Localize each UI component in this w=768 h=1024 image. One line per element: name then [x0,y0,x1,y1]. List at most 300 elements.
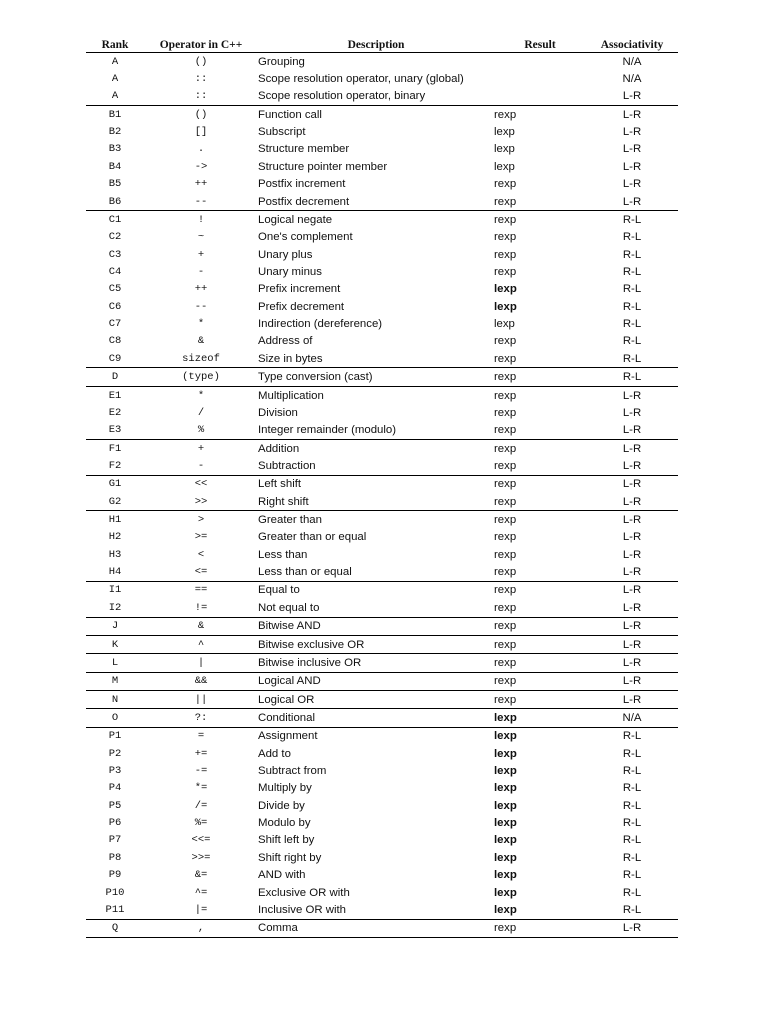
result-cell: rexp [494,672,586,690]
rank-cell: P6 [108,817,122,830]
operator-cell: &= [194,869,208,882]
result-cell: lexp [494,834,517,847]
result-cell: rexp [494,548,517,561]
header-operator: Operator in C++ [144,38,258,53]
table-body [86,53,678,938]
result-cell: lexp [494,886,517,899]
description-cell: Shift left by [258,834,315,847]
operator-cell: -= [194,765,208,778]
operator-cell: |= [194,903,208,916]
result-cell: lexp [494,799,517,812]
rank-cell: H1 [86,511,144,529]
result-cell: rexp [494,195,517,208]
rank-cell: E3 [108,424,122,437]
operator-cell: == [144,581,258,599]
rank-cell: I1 [86,581,144,599]
result-cell: rexp [494,511,586,529]
operator-cell: . [197,143,205,156]
description-cell: Greater than or equal [258,531,367,544]
operator-cell: , [144,919,258,937]
description-cell: Type conversion (cast) [258,368,494,386]
description-cell: Inclusive OR with [258,903,346,916]
operator-cell: :: [194,73,208,86]
description-cell: Division [258,406,298,419]
rank-cell: L [86,654,144,672]
table-row [86,404,678,421]
table-row [86,727,678,745]
associativity-cell: L-R [622,195,642,208]
associativity-cell: L-R [586,919,678,937]
operator-cell: + [197,248,205,261]
associativity-cell: L-R [586,475,678,493]
operator-cell: %= [194,817,208,830]
rank-cell: I2 [108,601,122,614]
associativity-cell: L-R [622,459,642,472]
table-row [86,672,678,690]
operator-cell: && [144,672,258,690]
operator-cell: << [144,475,258,493]
associativity-cell: R-L [622,903,642,916]
rank-cell: C5 [108,283,122,296]
table-row [86,158,678,175]
table-row [86,780,678,797]
operator-cell: >> [194,495,208,508]
rank-cell: Q [86,919,144,937]
operator-cell: ! [144,211,258,229]
operator-cell: *= [194,782,208,795]
operator-cell: || [144,690,258,708]
table-row [86,709,678,727]
description-cell: Subtract from [258,765,327,778]
associativity-cell: R-L [622,283,642,296]
operator-cell: & [144,617,258,635]
operator-cell: * [197,318,205,331]
rank-cell: P7 [108,834,122,847]
description-cell: Structure member [258,143,350,156]
associativity-cell: L-R [622,601,642,614]
operator-cell: ++ [194,283,208,296]
associativity-cell: R-L [622,765,642,778]
associativity-cell: R-L [586,211,678,229]
description-cell: Grouping [258,55,305,68]
rank-cell: P9 [108,869,122,882]
result-cell: lexp [494,160,515,173]
result-cell: lexp [494,126,515,139]
rank-cell: N [86,690,144,708]
description-cell: Logical negate [258,211,494,229]
rank-cell: M [86,672,144,690]
table-row [86,106,678,124]
description-cell: Add to [258,747,291,760]
table-row [86,832,678,849]
result-cell: lexp [494,869,517,882]
rank-cell: P3 [108,765,122,778]
description-cell: Scope resolution operator, binary [258,90,426,103]
associativity-cell: R-L [622,834,642,847]
table-row [86,762,678,779]
result-cell: rexp [494,581,586,599]
associativity-cell: R-L [622,335,642,348]
description-cell: Size in bytes [258,352,323,365]
operator-cell: > [144,511,258,529]
description-cell: Prefix increment [258,283,341,296]
operator-cell: -> [194,160,208,173]
result-cell: lexp [494,318,515,331]
description-cell: Logical AND [258,672,494,690]
rank-cell: P10 [105,886,125,899]
table-row [86,246,678,263]
table-row [86,797,678,814]
result-cell: rexp [494,654,586,672]
operator-cell: <= [194,566,208,579]
operator-cell: ++ [194,178,208,191]
operator-cell: = [144,727,258,745]
description-cell: Bitwise AND [258,617,494,635]
operator-cell: (type) [144,368,258,386]
description-cell: Divide by [258,799,305,812]
result-cell: rexp [494,566,517,579]
operator-cell: () [144,106,258,124]
associativity-cell: R-L [622,782,642,795]
description-cell: Left shift [258,475,494,493]
table-row [86,281,678,298]
operator-cell: ?: [144,709,258,727]
operator-cell: + [144,439,258,457]
description-cell: Integer remainder (modulo) [258,424,397,437]
associativity-cell: R-L [622,799,642,812]
rank-cell: H3 [108,548,122,561]
description-cell: AND with [258,869,306,882]
description-cell: Subtraction [258,459,316,472]
table-row [86,263,678,280]
table-row [86,563,678,581]
description-cell: Modulo by [258,817,311,830]
operator-cell: - [197,459,205,472]
table-row [86,368,678,386]
header-associativity: Associativity [586,38,678,53]
description-cell: Assignment [258,727,494,745]
rank-cell: K [86,635,144,653]
rank-cell: A [111,90,119,103]
table-row [86,814,678,831]
description-cell: Right shift [258,495,309,508]
table-row [86,635,678,653]
result-cell: lexp [494,903,517,916]
description-cell: Conditional [258,709,494,727]
result-cell: rexp [494,475,586,493]
table-row [86,298,678,315]
rank-cell: C8 [108,335,122,348]
table-row [86,193,678,211]
rank-cell: H4 [108,566,122,579]
associativity-cell: R-L [622,352,642,365]
table-row [86,581,678,599]
table-row [86,546,678,563]
result-cell: rexp [494,406,517,419]
header-description: Description [258,38,494,53]
rank-cell: J [86,617,144,635]
header-result: Result [494,38,586,53]
table-row [86,475,678,493]
header-rank: Rank [86,38,144,53]
description-cell: Comma [258,919,494,937]
result-cell: lexp [494,817,517,830]
table-row [86,88,678,106]
description-cell: One's complement [258,231,353,244]
description-cell: Address of [258,335,313,348]
rank-cell: B5 [108,178,122,191]
table-row [86,53,678,71]
result-cell: lexp [494,851,517,864]
table-row [86,511,678,529]
associativity-cell: R-L [622,817,642,830]
rank-cell: C3 [108,248,122,261]
table-row [86,422,678,440]
result-cell: lexp [494,727,586,745]
rank-cell: E1 [86,386,144,404]
result-cell [494,70,586,87]
rank-cell: B6 [108,195,122,208]
associativity-cell: R-L [622,886,642,899]
rank-cell: C6 [108,300,122,313]
associativity-cell: L-R [586,635,678,653]
result-cell: rexp [494,265,517,278]
rank-cell: A [111,55,119,68]
result-cell: rexp [494,690,586,708]
table-row [86,529,678,546]
associativity-cell: L-R [586,654,678,672]
associativity-cell: N/A [622,55,642,68]
operator-cell: != [194,601,208,614]
result-cell: lexp [494,765,517,778]
description-cell: Subscript [258,126,306,139]
rank-cell: E2 [108,406,122,419]
operator-cell: -- [194,300,208,313]
description-cell: Shift right by [258,851,322,864]
rank-cell: G1 [86,475,144,493]
result-cell: rexp [494,495,517,508]
table-row [86,439,678,457]
associativity-cell: R-L [622,300,642,313]
associativity-cell: L-R [622,548,642,561]
operator-cell: <<= [191,834,211,847]
associativity-cell: L-R [622,178,642,191]
associativity-cell: L-R [586,511,678,529]
associativity-cell: L-R [622,406,642,419]
rank-cell: F2 [108,459,122,472]
description-cell: Structure pointer member [258,160,388,173]
rank-cell: P1 [86,727,144,745]
description-cell: Postfix increment [258,178,346,191]
result-cell [494,53,586,71]
result-cell: rexp [494,211,586,229]
associativity-cell: L-R [586,581,678,599]
header-row [86,38,678,53]
result-cell: lexp [494,709,586,727]
table-row [86,229,678,246]
table-row [86,849,678,866]
associativity-cell: L-R [622,160,642,173]
associativity-cell: R-L [622,851,642,864]
associativity-cell: L-R [586,690,678,708]
description-cell: Function call [258,106,494,124]
associativity-cell: R-L [622,248,642,261]
associativity-cell: L-R [622,495,642,508]
description-cell: Multiplication [258,386,494,404]
operator-cell: | [144,654,258,672]
table-row [86,884,678,901]
description-cell: Unary plus [258,248,313,261]
table-row [86,315,678,332]
operator-cell: / [197,406,205,419]
description-cell: Exclusive OR with [258,886,350,899]
description-cell: Indirection (dereference) [258,318,383,331]
associativity-cell: L-R [586,439,678,457]
table-row [86,141,678,158]
description-cell: Scope resolution operator, unary (global) [258,73,464,86]
description-cell: Prefix decrement [258,300,345,313]
operator-cell: < [197,548,205,561]
operator-cell: () [194,55,208,68]
table-row [86,867,678,884]
operator-cell: += [194,747,208,760]
table-row [86,617,678,635]
result-cell: lexp [494,143,515,156]
rank-cell: P5 [108,799,122,812]
description-cell: Logical OR [258,690,494,708]
table-row [86,599,678,617]
table-row [86,690,678,708]
associativity-cell: L-R [622,90,642,103]
table-row [86,745,678,762]
rank-cell: G2 [108,495,122,508]
description-cell: Addition [258,439,494,457]
operator-precedence-table [86,38,678,938]
rank-cell: C2 [108,231,122,244]
rank-cell: C1 [86,211,144,229]
description-cell: Less than or equal [258,566,352,579]
description-cell: Equal to [258,581,494,599]
result-cell: lexp [494,782,517,795]
description-cell: Less than [258,548,308,561]
table-row [86,211,678,229]
rank-cell: P2 [108,747,122,760]
result-cell: lexp [494,747,517,760]
rank-cell: C7 [108,318,122,331]
result-cell: rexp [494,919,586,937]
result-cell: rexp [494,439,586,457]
associativity-cell: L-R [586,617,678,635]
operator-cell: ~ [197,231,205,244]
description-cell: Bitwise exclusive OR [258,635,494,653]
operator-cell: sizeof [182,352,220,365]
table-row [86,457,678,475]
rank-cell: D [86,368,144,386]
description-cell: Not equal to [258,601,320,614]
rank-cell: B1 [86,106,144,124]
operator-cell: :: [194,90,208,103]
operator-cell: -- [194,195,208,208]
operator-cell: ^= [194,886,208,899]
result-cell: rexp [494,248,517,261]
result-cell: rexp [494,531,517,544]
result-cell: rexp [494,352,517,365]
result-cell: lexp [494,300,517,313]
table-row [86,654,678,672]
rank-cell: A [111,73,119,86]
result-cell: rexp [494,635,586,653]
rank-cell: H2 [108,531,122,544]
operator-cell: & [197,335,205,348]
result-cell: rexp [494,368,586,386]
description-cell: Postfix decrement [258,195,350,208]
associativity-cell: R-L [586,368,678,386]
description-cell: Multiply by [258,782,312,795]
description-cell: Unary minus [258,265,322,278]
table-row [86,176,678,193]
associativity-cell: R-L [622,265,642,278]
associativity-cell: L-R [622,143,642,156]
table-row [86,919,678,937]
result-cell [494,88,586,106]
rank-cell: C4 [108,265,122,278]
result-cell: lexp [494,283,517,296]
rank-cell: C9 [108,352,122,365]
result-cell: rexp [494,178,517,191]
result-cell: rexp [494,459,517,472]
result-cell: rexp [494,424,517,437]
associativity-cell: L-R [586,386,678,404]
result-cell: rexp [494,386,586,404]
associativity-cell: L-R [622,424,642,437]
associativity-cell: N/A [586,709,678,727]
result-cell: rexp [494,106,586,124]
description-cell: Bitwise inclusive OR [258,654,494,672]
rank-cell: P4 [108,782,122,795]
rank-cell: B3 [108,143,122,156]
associativity-cell: L-R [586,106,678,124]
operator-cell: [] [194,126,208,139]
associativity-cell: R-L [622,231,642,244]
operator-cell: /= [194,799,208,812]
operator-cell: ^ [144,635,258,653]
operator-cell: % [197,424,205,437]
rank-cell: F1 [86,439,144,457]
associativity-cell: R-L [622,747,642,760]
table-row [86,70,678,87]
rank-cell: B2 [108,126,122,139]
result-cell: rexp [494,617,586,635]
result-cell: rexp [494,231,517,244]
table-row [86,333,678,350]
result-cell: rexp [494,601,517,614]
table-row [86,386,678,404]
rank-cell: B4 [108,160,122,173]
associativity-cell: L-R [622,126,642,139]
associativity-cell: L-R [622,566,642,579]
operator-cell: * [144,386,258,404]
result-cell: rexp [494,335,517,348]
associativity-cell: N/A [622,73,642,86]
operator-cell: - [197,265,205,278]
associativity-cell: R-L [586,727,678,745]
operator-cell: >= [194,531,208,544]
table-row [86,901,678,919]
associativity-cell: L-R [586,672,678,690]
description-cell: Greater than [258,511,494,529]
associativity-cell: R-L [622,869,642,882]
table-row [86,493,678,511]
